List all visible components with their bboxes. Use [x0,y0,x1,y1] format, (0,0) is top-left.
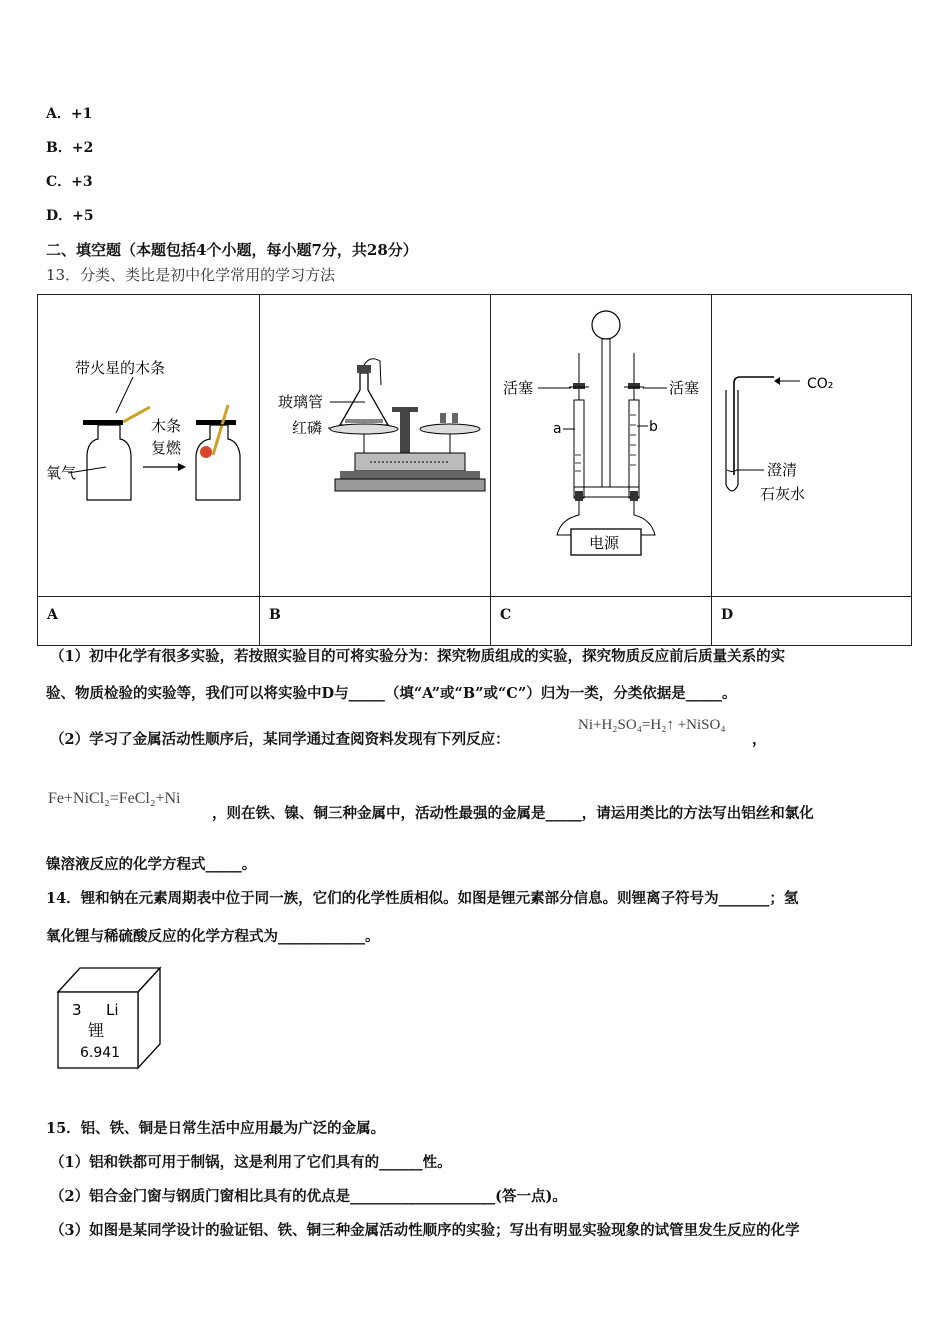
figC-label-left: 活塞 [503,379,534,397]
figure-a-cell [38,295,260,597]
figD-label-gas: CO₂ [807,376,834,392]
q15-stem: 15．铝、铁、铜是日常生活中应用最为广泛的金属。 [46,1120,386,1137]
q13-p2-line3: 镍溶液反应的化学方程式_____。 [46,856,257,873]
figC-label-b: b [649,419,658,435]
element-name: 锂 [88,1021,105,1040]
equation-1-comma: ， [752,731,767,748]
electrolysis-figure [491,295,711,592]
q13-p1-line2: 验、物质检验的实验等，我们可以将实验中D与_____（填“A”或“B”或“C”）归为一类，分类依据是_____。 [46,685,737,702]
element-card [50,962,170,1074]
balance-figure [260,295,490,592]
q15-p1: （1）铝和铁都可用于制锅，这是利用了它们具有的______性。 [50,1154,452,1171]
figC-label-power: 电源 [589,534,620,552]
figA-label-right2: 复燃 [151,439,182,457]
table-label-c: C [491,597,712,646]
q14-line2: 氧化锂与稀硫酸反应的化学方程式为____________。 [46,928,380,945]
option-b: B．+2 [46,140,94,156]
experiment-table [37,294,912,646]
q14-line1: 14．锂和钠在元素周期表中位于同一族，它们的化学性质相似。如图是锂元素部分信息。则锂离子符号为_______；氢 [46,890,799,907]
figA-label-top: 带火星的木条 [75,359,166,377]
option-d: D．+5 [46,208,94,224]
element-number: 3 [72,1001,82,1019]
q13-p2-line2: ，则在铁、镍、铜三种金属中，活动性最强的金属是_____，请运用类比的方法写出铝丝和氯化 [212,805,814,822]
element-mass: 6.941 [80,1045,121,1061]
oxygen-test-figure [38,295,259,592]
equation-2: Fe+NiCl₂=FeCl₂+Ni [48,790,181,807]
figA-label-left: 氧气 [46,464,77,482]
option-c: C．+3 [46,174,93,190]
figD-label-water1: 澄清 [767,461,798,479]
figB-label-1: 玻璃管 [278,393,324,411]
figB-label-2: 红磷 [292,419,323,437]
figure-b-cell [260,295,491,597]
table-label-b: B [260,597,491,646]
equation-1: Ni+H₂SO₄=H₂↑ +NiSO₄ [578,717,726,733]
q15-p2: （2）铝合金门窗与钢质门窗相比具有的优点是____________________(答一点)。 [50,1188,567,1205]
figure-c-cell [491,295,712,597]
figA-label-right1: 木条 [151,417,182,435]
q13-p2-text: （2）学习了金属活动性顺序后，某同学通过查阅资料发现有下列反应： [50,731,510,748]
table-label-a: A [38,597,260,646]
figC-label-a: a [553,421,562,437]
q13-p1-line1: （1）初中化学有很多实验，若按照实验目的可将实验分为：探究物质组成的实验，探究物质反应前后质量关系的实 [50,648,786,665]
element-symbol: Li [106,1001,119,1019]
figC-label-right: 活塞 [669,379,700,397]
q13-stem: 13．分类、类比是初中化学常用的学习方法 [46,266,336,284]
figure-d-cell [712,295,912,597]
figD-label-water2: 石灰水 [760,485,806,503]
table-label-d: D [712,597,912,646]
q15-p3: （3）如图是某同学设计的验证铝、铁、铜三种金属活动性顺序的实验；写出有明显实验现象的试管里发生反应的化学 [50,1222,800,1239]
option-a: A．+1 [46,106,93,122]
section-title: 二、填空题（本题包括4个小题，每小题7分，共28分） [46,241,418,259]
limewater-figure [712,295,911,592]
